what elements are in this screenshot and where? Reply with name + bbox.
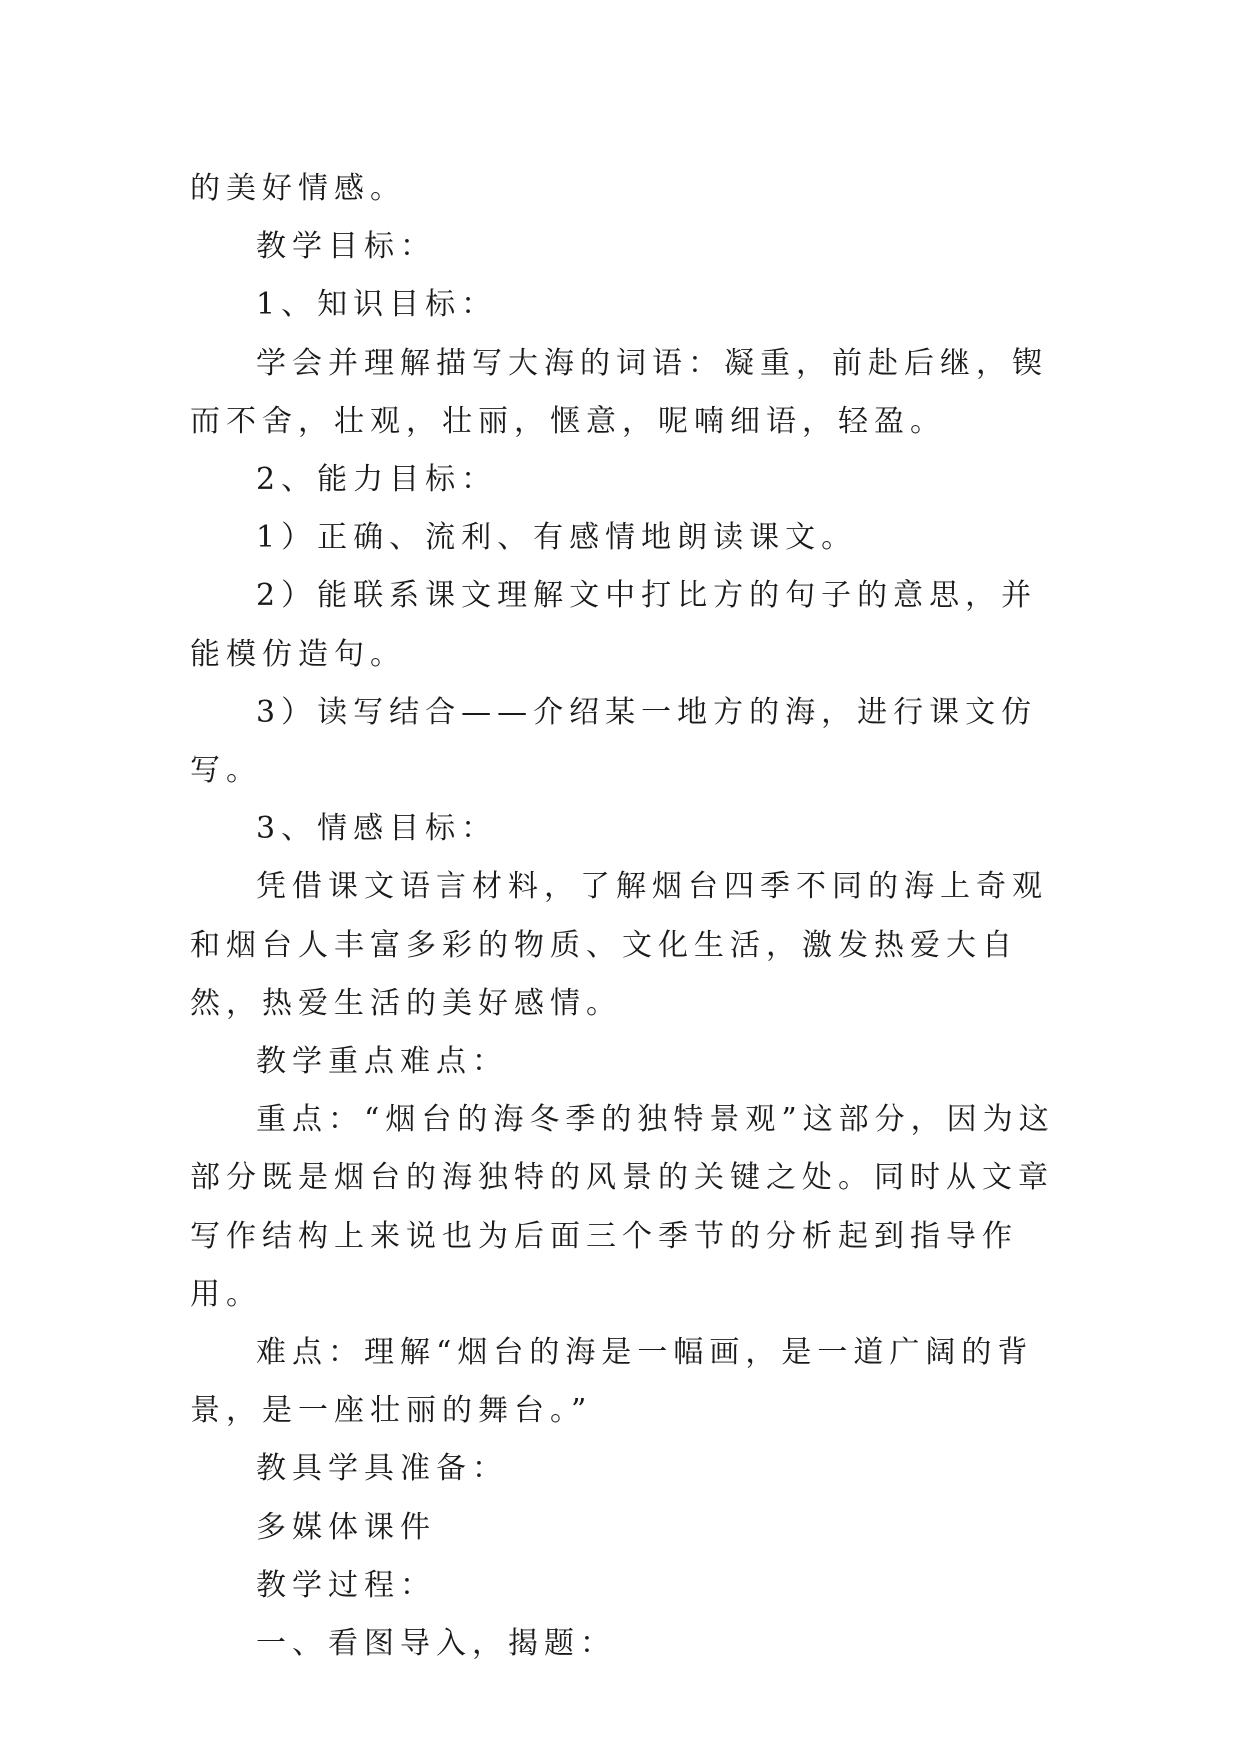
paragraph: 学会并理解描写大海的词语：凝重，前赴后继，锲而不舍，壮观，壮丽，惬意，呢喃细语，轻盈。 <box>190 345 1048 439</box>
subheading-ability-goals: 2、能力目标： <box>256 462 498 498</box>
subheading-emotion-goals: 3、情感目标： <box>256 811 498 847</box>
list-item: 3）读写结合——介绍某一地方的海，进行课文仿写。 <box>190 694 1038 789</box>
subheading-step-one: 一、看图导入，揭题： <box>256 1626 616 1662</box>
list-item: 1）正确、流利、有感情地朗读课文。 <box>256 520 858 556</box>
heading-teaching-process: 教学过程： <box>256 1567 436 1603</box>
paragraph: 多媒体课件 <box>256 1509 436 1545</box>
paragraph: 凭借课文语言材料，了解烟台四季不同的海上奇观和烟台人丰富多彩的物质、文化生活，激发热爱大自然，热爱生活的美好感情。 <box>190 869 1048 1021</box>
paragraph: 重点：“烟台的海冬季的独特景观”这部分，因为这部分既是烟台的海独特的风景的关键之处。同时从文章写作结构上来说也为后面三个季节的分析起到指导作用。 <box>190 1102 1055 1312</box>
paragraph: 的美好情感。 <box>190 171 406 206</box>
list-item: 2）能联系课文理解文中打比方的句子的意思，并能模仿造句。 <box>190 578 1038 672</box>
subheading-knowledge-goals: 1、知识目标： <box>256 287 498 323</box>
paragraph: 难点：理解“烟台的海是一幅画，是一道广阔的背景，是一座壮丽的舞台。” <box>190 1335 1034 1429</box>
heading-teaching-aids: 教具学具准备： <box>256 1451 508 1487</box>
document-body <box>190 160 1060 1673</box>
heading-key-points: 教学重点难点： <box>256 1044 508 1080</box>
heading-teaching-goals: 教学目标： <box>256 229 436 265</box>
